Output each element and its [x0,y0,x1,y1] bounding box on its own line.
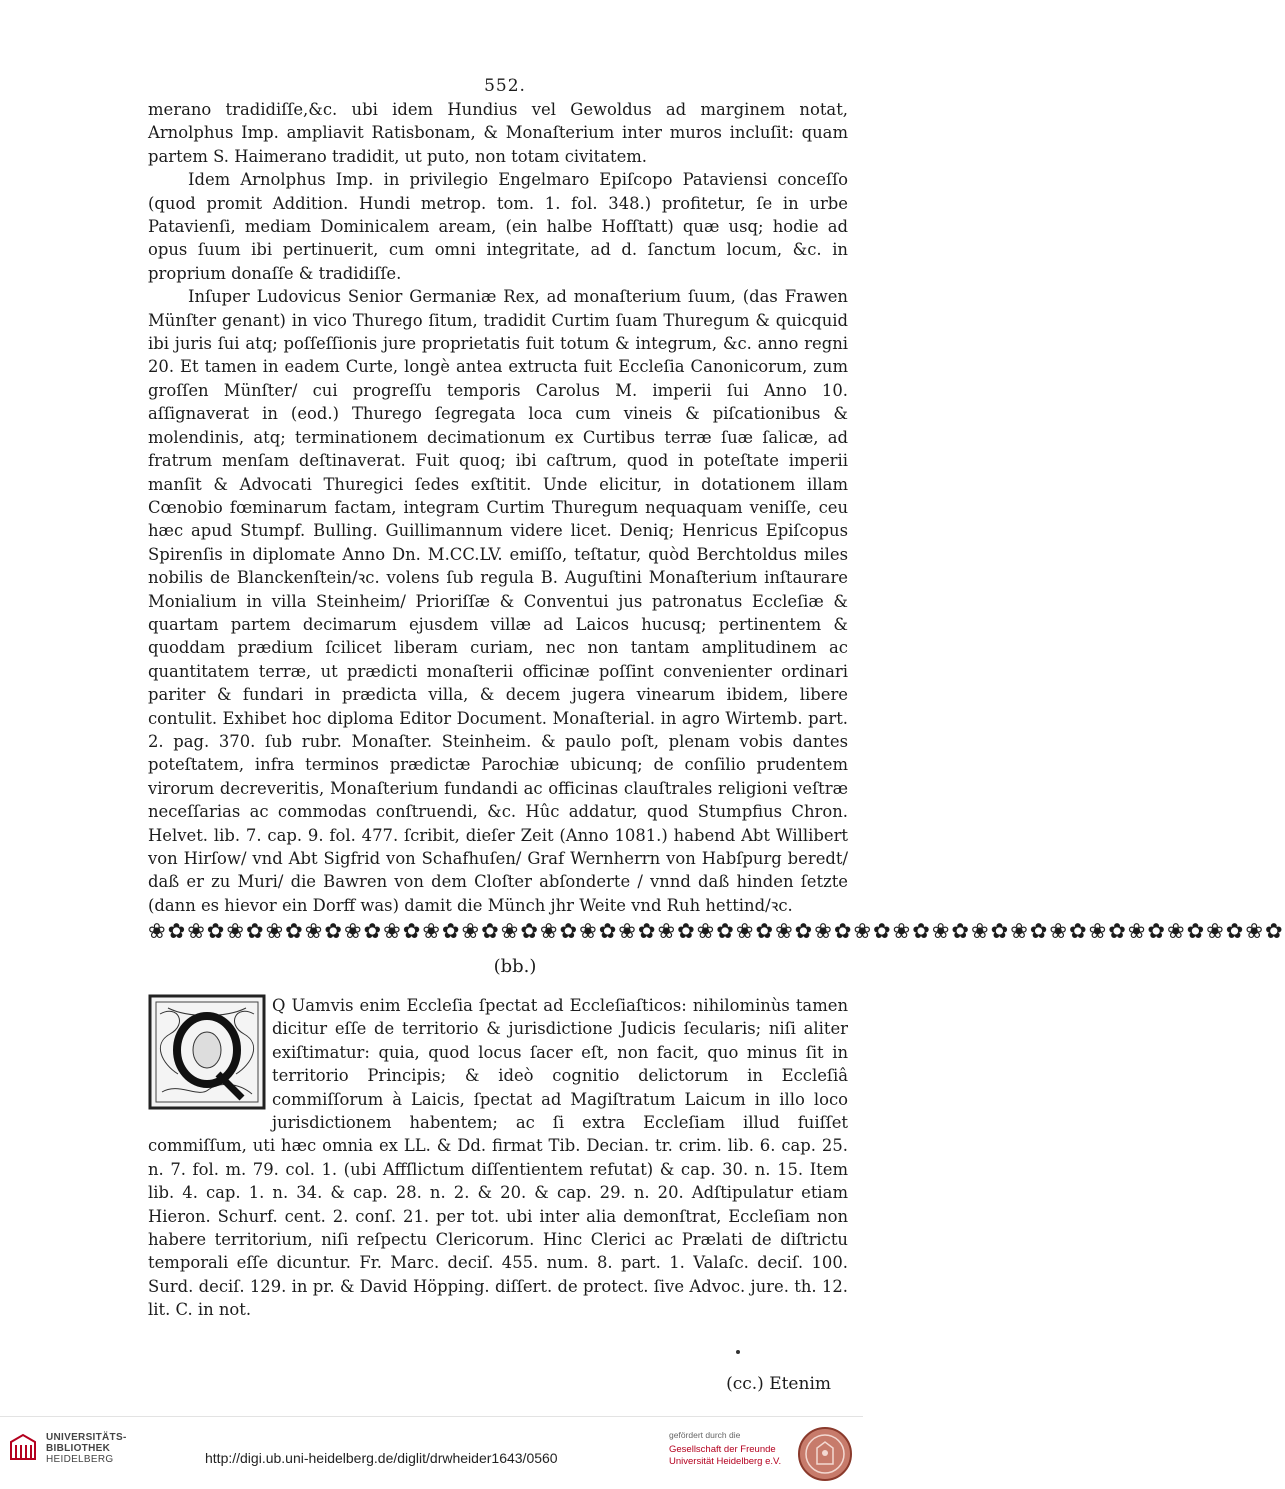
initial-q-icon [148,994,266,1110]
sponsor-label: gefördert durch die [669,1430,741,1440]
paragraph-ludovicus: Inſuper Ludovicus Senior Germaniæ Rex, ad monaſterium ſuum, (das Frawen Münſter genant) in vico Thurego ſitum, tradidit Curtim ſuam Thuregum & quicquid ibi juris ſui atq; poſſeſſionis jure proprietatis fuit totum & integrum, &c. anno regni 20. Et tamen in eadem Curte, longè antea extructa fuit Eccleſia Canonicorum, zum groſſen Münſter/ cui progreſſu temporis Carolus M. imperii ſui Anno 10. aſſignaverat in (eod.) Thurego ſegregata loca cum vineis & piſcationibus & molendinis, atq; terminationem decimationum ex Curtibus terræ ſuæ ſalicæ, ad fratrum menſam deſtinaverat. Fuit quoq; ibi caſtrum, quod in poteſtate imperii manſit & Advocati Thuregici ſedes exſtitit. Unde elicitur, in dotationem illam Cœnobio fœminarum factam, integram Curtim Thuregum nequaquam veniſſe, ceu hæc apud Stumpf. Bulling. Guillimannum videre licet. Deniq; Henricus Epiſcopus Spirenſis in diplomate Anno Dn. M.CC.LV. emiſſo, teſtatur, quòd Berchtoldus miles nobilis de Blanckenſtein/ꝛc. volens ſub regula B. Auguſtini Monaſterium inſtaurare Monialium in villa Steinheim/ Prioriſſæ & Conventui jus patronatus Eccleſiæ & quartam partem decimarum ejusdem villæ ad Laicos hucusq; pertinentem & quoddam prædium ſcilicet liberam curiam, nec non tantam amplitudinem ac quantitatem terræ, ut prædicti monaſterii officinæ poſſint convenienter ordinari pariter & fundari in prædicta villa, & decem jugera vinearum ibidem, libere contulit. Exhibet hoc diploma Editor Document. Monaſterial. in agro Wirtemb. part. 2. pag. 370. ſub rubr. Monaſter. Steinheim. & paulo poſt, plenam vobis dantes poteſtatem, infra terminos prædictæ Parochiæ ubicunq; de conſilio prudentem virorum decreveritis, Monaſterium fundandi ac officinas clauſtrales religioni veſtræ neceſſarias ac commodas conſtruendi, &c. Hûc addatur, quod Stumpfius Chron. Helvet. lib. 7. cap. 9. fol. 477. ſcribit, dieſer Zeit (Anno 1081.) habend Abt Willibert von Hirſow/ vnd Abt Sigfrid von Schafhuſen/ Graf Wernherrn von Habſpurg beredt/ daß er zu Muri/ die Bawren von dem Cloſter abſonderte / vnnd daß hinden ſetzte (dann es hievor ein Dorff was) damit die Münch jhr Weite vnd Ruh hettind/ꝛc. [148,287,848,915]
catchword: (cc.) Etenim [726,1374,831,1394]
university-seal-icon [797,1426,853,1482]
ink-dot [736,1350,740,1354]
main-text-top [148,98,848,917]
permalink-url[interactable]: http://digi.ub.uni-heidelberg.de/diglit/drwheider1643/0560 [205,1450,558,1466]
sponsor-line1: Gesellschaft der Freunde [669,1444,776,1455]
university-library-logo-icon[interactable] [8,1432,38,1462]
library-name-line3: HEIDELBERG [46,1454,114,1465]
library-name[interactable] [46,1432,127,1465]
library-name-line1: UNIVERSITÄTS- [46,1432,127,1443]
page-number: 552. [484,76,526,96]
section-mark: (bb.) [493,956,537,977]
sponsor-name[interactable] [669,1444,781,1468]
decorated-initial-q [148,994,272,1112]
paragraph-continuation: merano tradidiſſe,&c. ubi idem Hundius vel Gewoldus ad marginem notat, Arnolphus Imp. ampliavit Ratisbonam, & Monaſterium inter muros incluſit: quam partem S. Haimerano tradidit, ut puto, non totam civitatem. [148,100,848,166]
ornament-divider: ❀✿❀✿❀✿❀✿❀✿❀✿❀✿❀✿❀✿❀✿❀✿❀✿❀✿❀✿❀✿❀✿❀✿❀✿❀✿❀✿❀✿❀✿❀✿❀✿❀✿❀✿❀✿❀✿❀✿ [148,919,1285,943]
sponsor-line2: Universität Heidelberg e.V. [669,1456,782,1467]
library-name-line2: BIBLIOTHEK [46,1443,111,1454]
paragraph-bb-text: Q Uamvis enim Eccleſia ſpectat ad Eccleſiaſticos: nihilominùs tamen dicitur eſſe de territorio & jurisdictione Judicis ſecularis; niſi aliter exiſtimatur: quia, quod locus ſacer eſt, non facit, quo minus ſit in territorio Principis; & ideò cognitio delictorum in Eccleſiâ commiſſorum à Laicis, ſpectat ad Magiſtratum Laicum in illo loco jurisdictionem habentem; ac ſi extra Eccleſiam illud fuiſſet commiſſum, uti hæc omnia ex LL. & Dd. firmat Tib. Decian. tr. crim. lib. 6. cap. 25. n. 7. fol. m. 79. col. 1. (ubi Affſlictum diſſentientem refutat) & cap. 30. n. 15. Item lib. 4. cap. 1. n. 34. & cap. 28. n. 2. & 20. & cap. 29. n. 20. Adſtipulatur etiam Hieron. Schurf. cent. 2. conſ. 21. per tot. ubi inter alia demonſtrat, Eccleſiam non habere territorium, niſi reſpectu Clericorum. Hinc Clerici ac Prælati de diſtrictu temporali eſſe dicuntur. Fr. Marc. deciſ. 455. num. 8. part. 1. Valaſc. deciſ. 100. Surd. deciſ. 129. in pr. & David Höpping. diſſert. de protect. ſive Advoc. jure. th. 12. lit. C. in not. [148,996,848,1320]
paragraph-arnolphus: Idem Arnolphus Imp. in privilegio Engelmaro Epiſcopo Pataviensi conceſſo (quod promit Addition. Hundi metrop. tom. 1. fol. 348.) profitetur, ſe in urbe Patavienſi, mediam Dominicalem aream, (ein halbe Hofſtatt) quæ usq; hodie ad opus ſuum ibi pertinuerit, cum omni integritate, ad d. ſanctum locum, &c. in proprium donaſſe & tradidiſſe. [148,170,848,283]
main-text-bb [148,994,848,1322]
